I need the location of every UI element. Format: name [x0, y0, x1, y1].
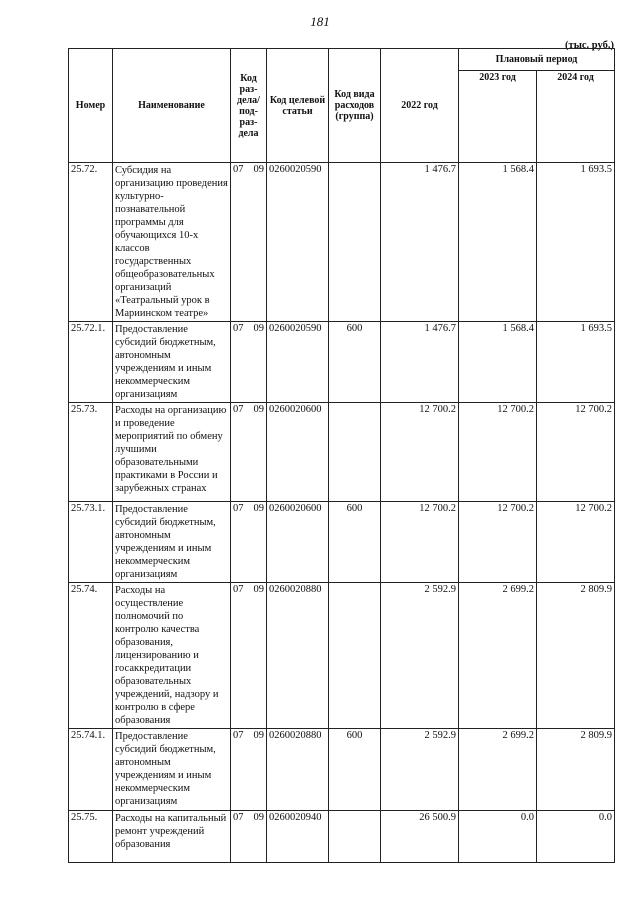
row-group: 600	[329, 502, 381, 583]
row-2023: 1 568.4	[459, 163, 537, 322]
row-2023: 2 699.2	[459, 583, 537, 729]
row-target: 0260020590	[267, 163, 329, 322]
row-2024: 1 693.5	[537, 163, 615, 322]
units-label: (тыс. руб.)	[565, 40, 614, 51]
row-group	[329, 163, 381, 322]
header-number: Номер	[69, 49, 113, 163]
row-2022: 1 476.7	[381, 163, 459, 322]
row-section: 07	[233, 812, 244, 823]
table-row	[69, 163, 615, 322]
header-name: Наименование	[113, 49, 231, 163]
row-target: 0260020600	[267, 502, 329, 583]
row-subsection: 09	[253, 323, 264, 334]
table-row	[69, 811, 615, 863]
header-section: Код раз-дела/ под-раз-дела	[231, 49, 267, 163]
row-group: 600	[329, 729, 381, 811]
table-row	[69, 322, 615, 403]
row-2022: 12 700.2	[381, 403, 459, 502]
table-row	[69, 403, 615, 502]
row-2022: 26 500.9	[381, 811, 459, 863]
budget-table	[68, 48, 615, 863]
header-2024: 2024 год	[537, 71, 615, 163]
table-row	[69, 502, 615, 583]
row-2023: 1 568.4	[459, 322, 537, 403]
row-group: 600	[329, 322, 381, 403]
table-row	[69, 583, 615, 729]
row-section: 07	[233, 323, 244, 334]
header-target: Код целевой статьи	[267, 49, 329, 163]
header-2023: 2023 год	[459, 71, 537, 163]
header-planning-period: Плановый период	[459, 49, 615, 71]
row-2023: 12 700.2	[459, 403, 537, 502]
row-target: 0260020940	[267, 811, 329, 863]
row-number: 25.72.	[69, 163, 113, 322]
row-2024: 2 809.9	[537, 729, 615, 811]
row-number: 25.75.	[69, 811, 113, 863]
row-section: 07	[233, 164, 244, 175]
row-target: 0260020880	[267, 729, 329, 811]
row-group	[329, 811, 381, 863]
row-subsection: 09	[253, 503, 264, 514]
row-subsection: 09	[253, 812, 264, 823]
row-group	[329, 583, 381, 729]
row-2024: 2 809.9	[537, 583, 615, 729]
row-subsection: 09	[253, 404, 264, 415]
row-target: 0260020590	[267, 322, 329, 403]
row-2022: 12 700.2	[381, 502, 459, 583]
row-number: 25.74.	[69, 583, 113, 729]
row-name: Расходы на капитальный ремонт учреждений образования	[113, 811, 231, 863]
row-2022: 1 476.7	[381, 322, 459, 403]
row-subsection: 09	[253, 730, 264, 741]
row-target: 0260020600	[267, 403, 329, 502]
row-subsection: 09	[253, 164, 264, 175]
row-subsection: 09	[253, 584, 264, 595]
row-name: Предоставление субсидий бюджетным, автономным учреждениям и иным некоммерческим организациям	[113, 322, 231, 403]
row-name: Расходы на организацию и проведение мероприятий по обмену лучшими образовательными практиками в России и зарубежных странах	[113, 403, 231, 502]
row-number: 25.73.1.	[69, 502, 113, 583]
row-2024: 12 700.2	[537, 502, 615, 583]
header-expense-type: Код вида расходов (группа)	[329, 49, 381, 163]
row-2024: 0.0	[537, 811, 615, 863]
row-2023: 2 699.2	[459, 729, 537, 811]
header-2022: 2022 год	[381, 49, 459, 163]
row-name: Предоставление субсидий бюджетным, автономным учреждениям и иным некоммерческим организациям	[113, 729, 231, 811]
page-number: 181	[310, 14, 330, 29]
row-section: 07	[233, 404, 244, 415]
row-2023: 0.0	[459, 811, 537, 863]
row-number: 25.72.1.	[69, 322, 113, 403]
row-group	[329, 403, 381, 502]
row-number: 25.73.	[69, 403, 113, 502]
row-2023: 12 700.2	[459, 502, 537, 583]
row-2024: 1 693.5	[537, 322, 615, 403]
row-number: 25.74.1.	[69, 729, 113, 811]
row-name: Расходы на осуществление полномочий по контролю качества образования, лицензированию и госаккредитации образовательных учреждений, надзору и контролю в сфере образования	[113, 583, 231, 729]
row-name: Предоставление субсидий бюджетным, автономным учреждениям и иным некоммерческим организациям	[113, 502, 231, 583]
table-row	[69, 729, 615, 811]
row-name: Субсидия на организацию проведения культурно-познавательной программы для обучающихся 10-х классов государственных общеобразовательных организаций «Театральный урок в Мариинском театре»	[113, 163, 231, 322]
row-section: 07	[233, 584, 244, 595]
row-2022: 2 592.9	[381, 729, 459, 811]
row-target: 0260020880	[267, 583, 329, 729]
row-section: 07	[233, 730, 244, 741]
row-2024: 12 700.2	[537, 403, 615, 502]
row-2022: 2 592.9	[381, 583, 459, 729]
row-section: 07	[233, 503, 244, 514]
